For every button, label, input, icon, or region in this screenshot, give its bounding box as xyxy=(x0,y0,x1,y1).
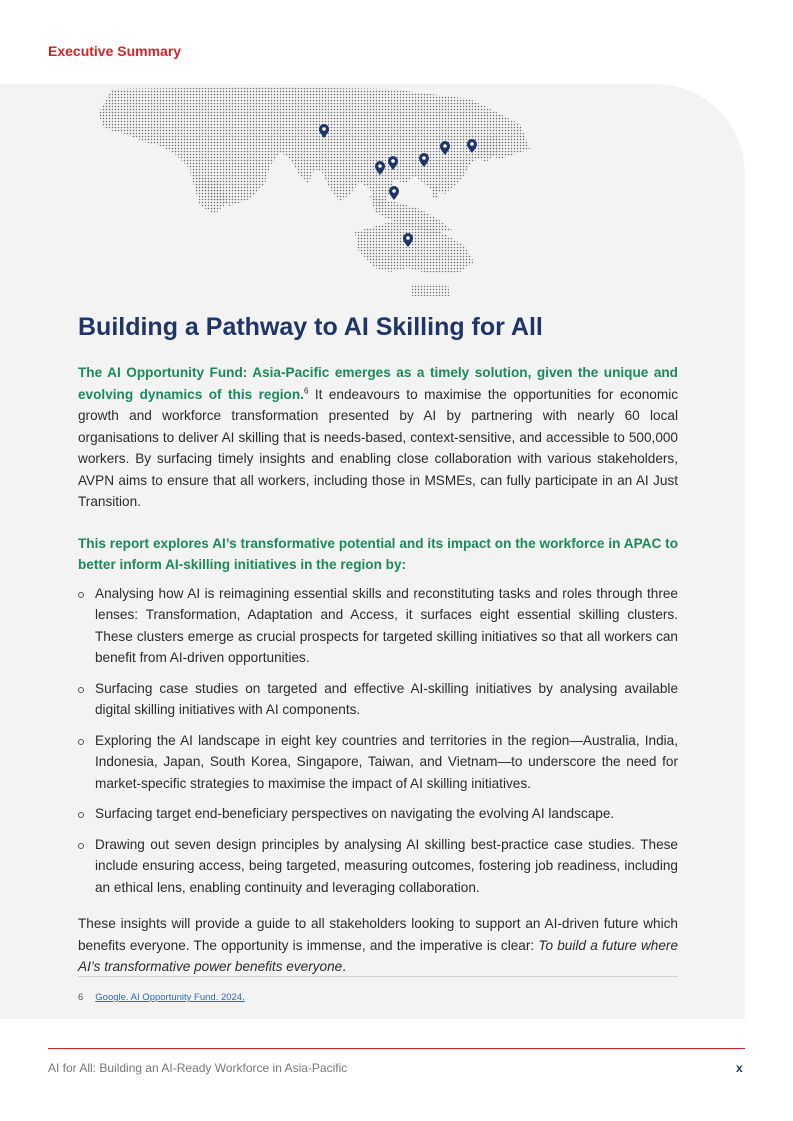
location-pin-center xyxy=(443,144,447,148)
closing-text: These insights will provide a guide to all stakeholders looking to support an AI-driven future which benefits everyone. The opportunity is immense, and the imperative is clear: xyxy=(78,916,678,953)
footer-document-title: AI for All: Building an AI-Ready Workforce in Asia-Pacific xyxy=(48,1061,348,1075)
intro-lead: The AI Opportunity Fund: Asia-Pacific emerges as a timely solution, given the unique and evolving dynamics of this region. xyxy=(78,365,678,402)
location-pin-center xyxy=(391,159,395,163)
map-landmass-australia xyxy=(355,222,474,274)
section-label: Executive Summary xyxy=(48,43,182,59)
location-pin-icon xyxy=(389,186,399,200)
map-landmass-taiwan xyxy=(432,186,439,199)
footnote xyxy=(78,992,245,1003)
circle-bullet-icon xyxy=(78,592,84,598)
bullet-text: Analysing how AI is reimagining essential skills and reconstituting tasks and roles through three lenses: Transformation, Adaptation and Access, it surfaces eight essential skilling clusters. These clusters emerge as crucial prospects for targeted skilling initiatives so that all workers can benefit from AI-driven opportunities. xyxy=(95,585,678,665)
closing-emphasis: To build a future where AI’s transformative power benefits everyone xyxy=(78,937,679,974)
page-title: Building a Pathway to AI Skilling for All xyxy=(78,313,543,341)
location-pin-center xyxy=(470,142,474,146)
footer-divider xyxy=(48,1048,745,1049)
bullet-item xyxy=(78,834,678,899)
bullet-text: Exploring the AI landscape in eight key countries and territories in the region—Australia, India, Indonesia, Japan, South Korea, Singapore, Taiwan, and Vietnam—to underscore the need for market-specific strategies to maximise the impact of AI skilling initiatives. xyxy=(95,732,678,791)
circle-bullet-icon xyxy=(78,843,84,849)
bullet-item xyxy=(78,678,678,721)
location-pin-center xyxy=(422,156,426,160)
closing-paragraph xyxy=(78,913,678,978)
page-number: x xyxy=(736,1061,743,1075)
bullet-item xyxy=(78,583,678,669)
intro-paragraph xyxy=(78,362,678,513)
circle-bullet-icon xyxy=(78,739,84,745)
bullet-list xyxy=(78,583,678,899)
closing-end: . xyxy=(342,959,346,974)
location-pin-center xyxy=(322,127,326,131)
main-content xyxy=(78,362,678,978)
bullet-item xyxy=(78,803,678,825)
asia-pacific-map xyxy=(90,84,540,299)
location-pin-center xyxy=(392,189,396,193)
footnote-link[interactable]: Google. AI Opportunity Fund. 2024. xyxy=(95,992,245,1003)
footnote-reference[interactable]: 6 xyxy=(303,385,309,395)
bullet-text: Surfacing target end-beneficiary perspectives on navigating the evolving AI landscape. xyxy=(95,806,615,821)
bullet-text: Surfacing case studies on targeted and effective AI-skilling initiatives by analysing available digital skilling initiatives with AI components. xyxy=(95,680,678,717)
circle-bullet-icon xyxy=(78,687,84,693)
map-pacific-dots xyxy=(412,284,450,296)
bullet-text: Drawing out seven design principles by analysing AI skilling best-practice case studies. These include ensuring access, being targeted, measuring outcomes, fostering job readiness, including an ethical lens, enabling continuity and leveraging collaboration. xyxy=(95,836,678,895)
location-pin-center xyxy=(378,164,382,168)
report-lead: This report explores AI’s transformative potential and its impact on the workforce in APAC to better inform AI-skilling initiatives in the region by: xyxy=(78,535,678,572)
intro-body: It endeavours to maximise the opportunities for economic growth and workforce transformation presented by AI by partnering with nearly 60 local organisations to deliver AI skilling that is needs-based, context-sensitive, and accessible to 500,000 workers. By surfacing timely insights and enabling close collaboration with various stakeholders, AVPN aims to ensure that all workers, including those in MSMEs, can fully participate in an AI Just Transition. xyxy=(78,386,679,509)
location-pin-center xyxy=(406,236,410,240)
bullet-item xyxy=(78,730,678,795)
map-landmass-asia xyxy=(98,87,530,209)
footnote-divider xyxy=(78,976,678,977)
circle-bullet-icon xyxy=(78,812,84,818)
footnote-number: 6 xyxy=(78,992,84,1003)
